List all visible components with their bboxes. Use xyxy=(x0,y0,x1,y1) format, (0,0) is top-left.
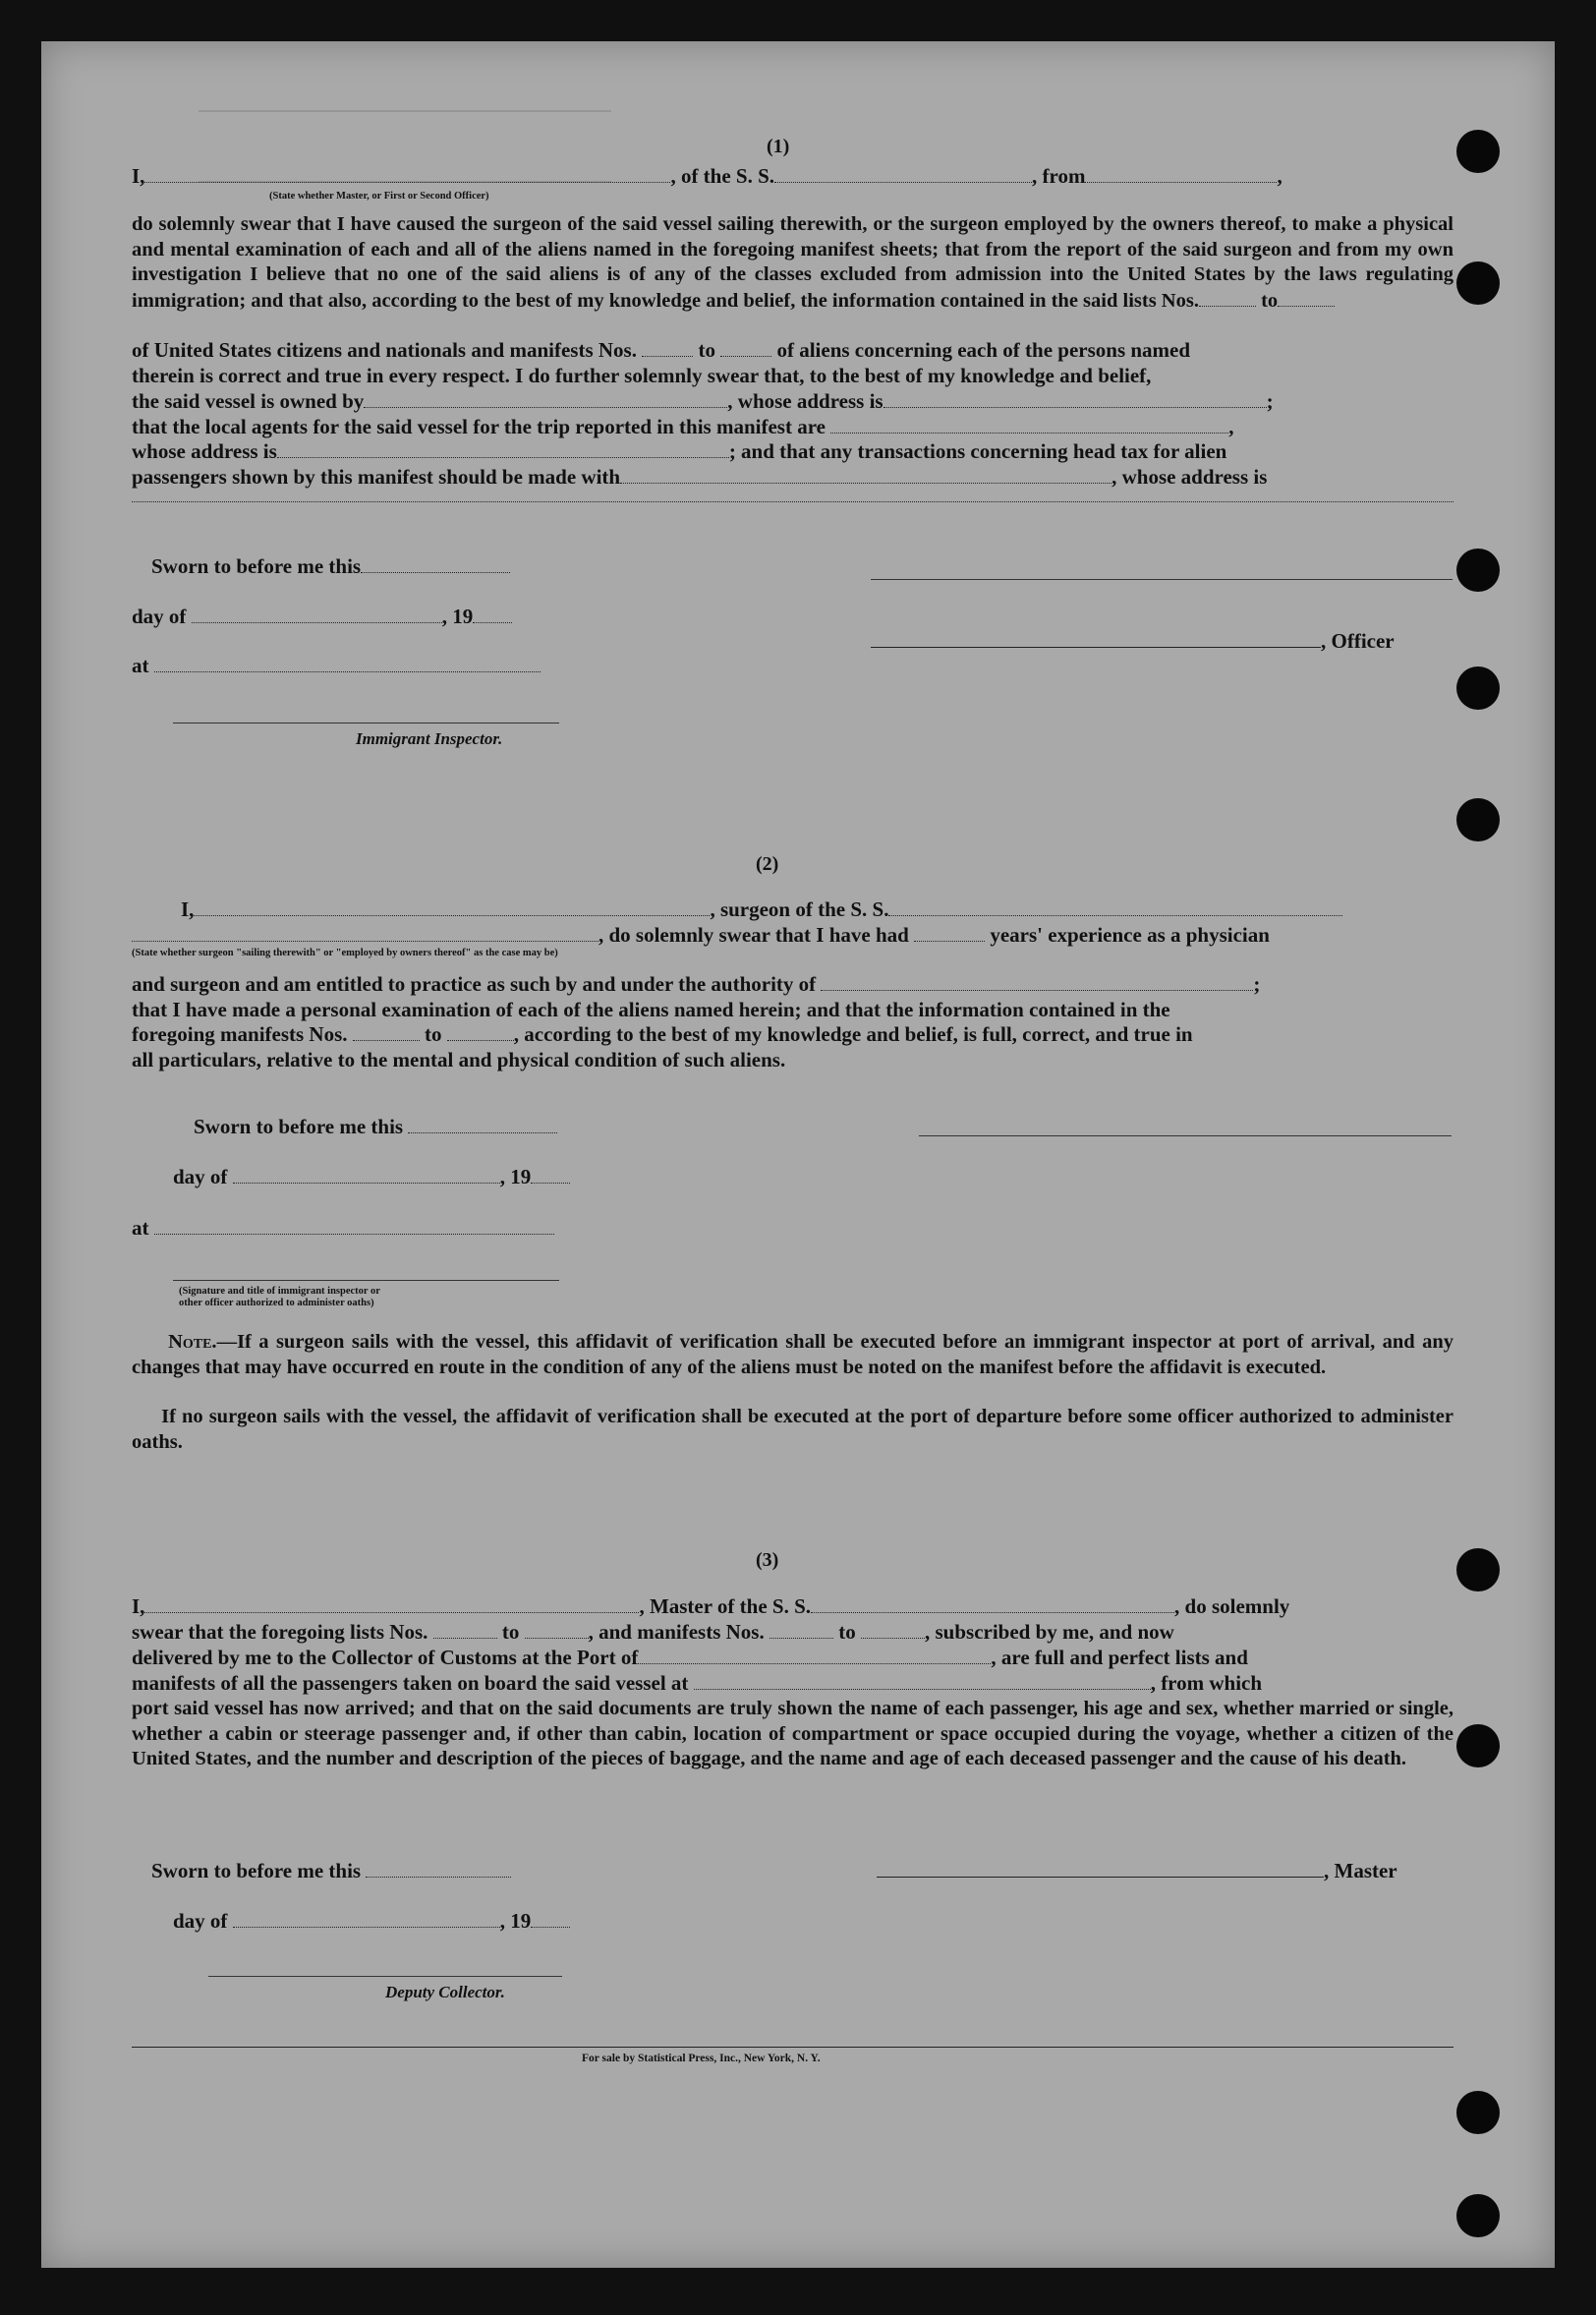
s2-line-exam: that I have made a personal examination of each of the aliens named herein; and that the information contained in the xyxy=(132,998,1170,1021)
s2-line-2: , do solemnly swear that I have had years' experience as a physician xyxy=(132,923,1270,948)
s3-collector-sig-line xyxy=(208,1976,562,1977)
s2-line-particulars: all particulars, relative to the mental and physical condition of such aliens. xyxy=(132,1048,786,1071)
s2-note-2: If no surgeon sails with the vessel, the affidavit of verification shall be executed at the port of departure before some officer authorized to administer oaths. xyxy=(132,1406,1454,1453)
s1-blank-line xyxy=(132,484,1454,502)
s3-line-4: manifests of all the passengers taken on board the said vessel at , from which xyxy=(132,1671,1263,1695)
s2-note: Note.—If a surgeon sails with the vessel, this affidavit of verification shall be executed before an immigrant inspector at port of arrival, and any changes that may have occurred en route in the condition of any of the aliens must be noted on the manifest before the affidavit is executed. xyxy=(132,1331,1454,1378)
s2-sig-note-1: (Signature and title of immigrant inspector or xyxy=(179,1286,380,1297)
footer-imprint: For sale by Statistical Press, Inc., New York, N. Y. xyxy=(582,2053,821,2064)
s2-sworn: Sworn to before me this xyxy=(194,1115,557,1139)
s1-at: at xyxy=(132,654,541,678)
s1-sworn: Sworn to before me this xyxy=(151,554,510,579)
s3-collector-label: Deputy Collector. xyxy=(385,1983,505,2001)
s1-inspector-label: Immigrant Inspector. xyxy=(356,729,503,748)
s2-note-surgeon: (State whether surgeon "sailing therewith" or "employed by owners thereof" as the case may be) xyxy=(132,948,558,958)
manifest-page xyxy=(41,41,1555,2268)
s3-line-1: I, , Master of the S. S. , do solemnly xyxy=(132,1594,1290,1618)
s2-line-authority: and surgeon and am entitled to practice as such by and under the authority of ; xyxy=(132,972,1261,996)
section-2-number: (2) xyxy=(756,853,779,875)
s1-line-head-tax: passengers shown by this manifest should be made with , whose address is xyxy=(132,465,1268,489)
footer-rule xyxy=(132,2047,1454,2048)
s1-line-owned: the said vessel is owned by , whose address is ; xyxy=(132,389,1274,413)
s1-line-agents: that the local agents for the said vessel for the trip reported in this manifest are , xyxy=(132,415,1234,438)
binder-hole xyxy=(1456,2194,1500,2237)
binder-hole xyxy=(1456,130,1500,173)
s1-officer: , Officer xyxy=(871,629,1395,654)
s1-line-therein: therein is correct and true in every respect. I do further solemnly swear that, to the best of my knowledge and belief, xyxy=(132,364,1152,387)
binder-hole xyxy=(1456,1724,1500,1767)
binder-hole xyxy=(1456,2091,1500,2134)
binder-hole xyxy=(1456,666,1500,710)
binder-hole xyxy=(1456,1548,1500,1592)
section-3-number: (3) xyxy=(756,1549,779,1571)
s3-line-3: delivered by me to the Collector of Customs at the Port of , are full and perfect lists and xyxy=(132,1646,1248,1669)
s1-line-agent-address: whose address is ; and that any transactions concerning head tax for alien xyxy=(132,439,1227,463)
s2-sig-note-2: other officer authorized to administer oaths) xyxy=(179,1298,374,1308)
s3-master: , Master xyxy=(877,1859,1397,1883)
s2-day: day of , 19 xyxy=(173,1165,570,1189)
s1-officer-line-1 xyxy=(871,579,1453,580)
s3-line-2: swear that the foregoing lists Nos. to , and manifests Nos. to , subscribed by me, and now xyxy=(132,1620,1174,1644)
s2-line-manifests: foregoing manifests Nos. to , according to the best of my knowledge and belief, is full, correct, and true in xyxy=(132,1022,1193,1046)
s3-paragraph: port said vessel has now arrived; and that on the said documents are truly shown the name of each passenger, his age and sex, whether married or single, whether a cabin or steerage passenger and, if other than cabin, location of compartment or space occupied during the voyage, whether a citizen of the United States, and the number and description of the pieces of baggage, and the name and age of each deceased passenger and the cause of his death. xyxy=(132,1698,1454,1769)
binder-hole xyxy=(1456,261,1500,305)
s2-inspector-sig-line xyxy=(173,1280,559,1281)
s3-day: day of , 19 xyxy=(173,1909,570,1934)
s2-surgeon-sig-line xyxy=(919,1135,1452,1136)
s1-paragraph: do solemnly swear that I have caused the surgeon of the said vessel sailing therewith, or the surgeon employed by the owners thereof, to make a physical and mental examination of each and all of the aliens named in the foregoing manifest sheets; that from the report of the said surgeon and from my own investigation I believe that no one of the said aliens is of any of the classes excluded from admission into the United States by the laws regulating immigration; and that also, according to the best of my knowledge and belief, the information contained in the said lists Nos. to xyxy=(132,213,1454,312)
section-1-number: (1) xyxy=(767,136,790,157)
s2-at: at xyxy=(132,1216,554,1241)
s1-day: day of , 19 xyxy=(132,605,512,629)
binder-hole xyxy=(1456,798,1500,841)
s1-line-manifests: of United States citizens and nationals and manifests Nos. to of aliens concerning each of the persons named xyxy=(132,338,1191,362)
s1-note-officer: (State whether Master, or First or Second Officer) xyxy=(269,191,489,202)
s1-line-1: I, , of the S. S. , from , xyxy=(132,164,1282,188)
binder-hole xyxy=(1456,549,1500,592)
s2-line-1: I, , surgeon of the S. S. xyxy=(181,897,1342,922)
s3-sworn: Sworn to before me this xyxy=(151,1859,511,1883)
